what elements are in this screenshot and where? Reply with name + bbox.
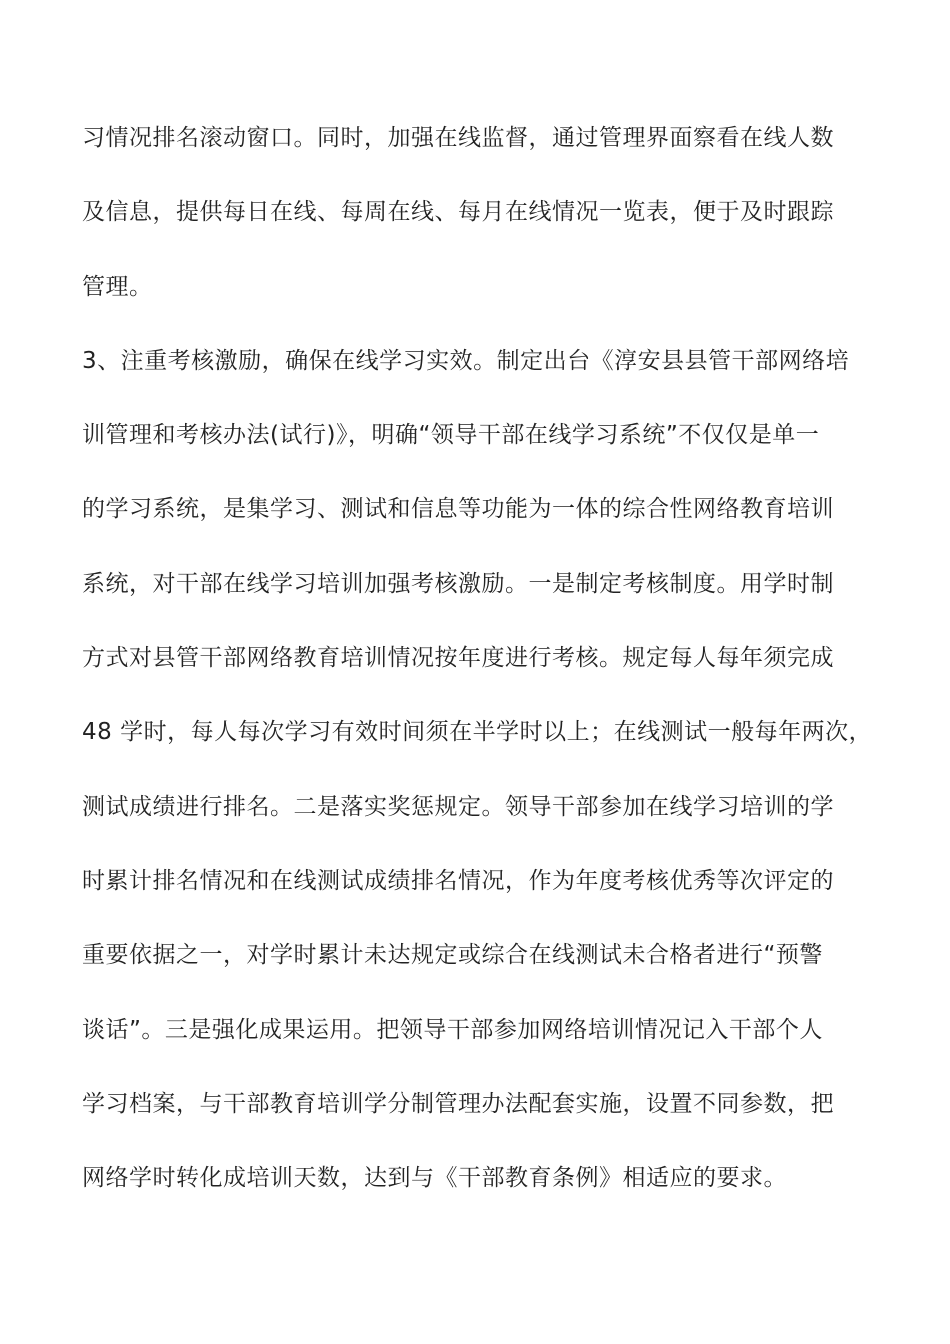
text-line-6: 的学习系统，是集学习、测试和信息等功能为一体的综合性网络教育培训 [82, 496, 834, 523]
text-line-8: 方式对县管干部网络教育培训情况按年度进行考核。规定每人每年须完成 [82, 645, 834, 672]
text-line-4: 3、注重考核激励，确保在线学习实效。制定出台《淳安县县管干部网络培 [82, 347, 850, 374]
text-line-3: 管理。 [82, 273, 153, 300]
text-line-13: 谈话”。三是强化成果运用。把领导干部参加网络培训情况记入干部个人 [82, 1016, 823, 1043]
text-line-10: 测试成绩进行排名。二是落实奖惩规定。领导干部参加在线学习培训的学 [82, 793, 834, 820]
text-line-5: 训管理和考核办法(试行)》，明确“领导干部在线学习系统”不仅仅是单一 [82, 422, 820, 449]
text-line-14: 学习档案，与干部教育培训学分制管理办法配套实施，设置不同参数，把 [82, 1090, 834, 1117]
text-line-12: 重要依据之一，对学时累计未达规定或综合在线测试未合格者进行“预警 [82, 942, 823, 969]
text-line-15: 网络学时转化成培训天数，达到与《干部教育条例》相适应的要求。 [82, 1165, 787, 1192]
text-line-7: 系统，对干部在线学习培训加强考核激励。一是制定考核制度。用学时制 [82, 570, 834, 597]
text-line-9: 48 学时，每人每次学习有效时间须在半学时以上；在线测试一般每年两次， [82, 719, 873, 746]
text-line-2: 及信息，提供每日在线、每周在线、每月在线情况一览表，便于及时跟踪 [82, 199, 834, 226]
text-line-11: 时累计排名情况和在线测试成绩排名情况，作为年度考核优秀等次评定的 [82, 867, 834, 894]
text-line-1: 习情况排名滚动窗口。同时，加强在线监督，通过管理界面察看在线人数 [82, 125, 834, 151]
document-body [82, 118, 882, 1232]
